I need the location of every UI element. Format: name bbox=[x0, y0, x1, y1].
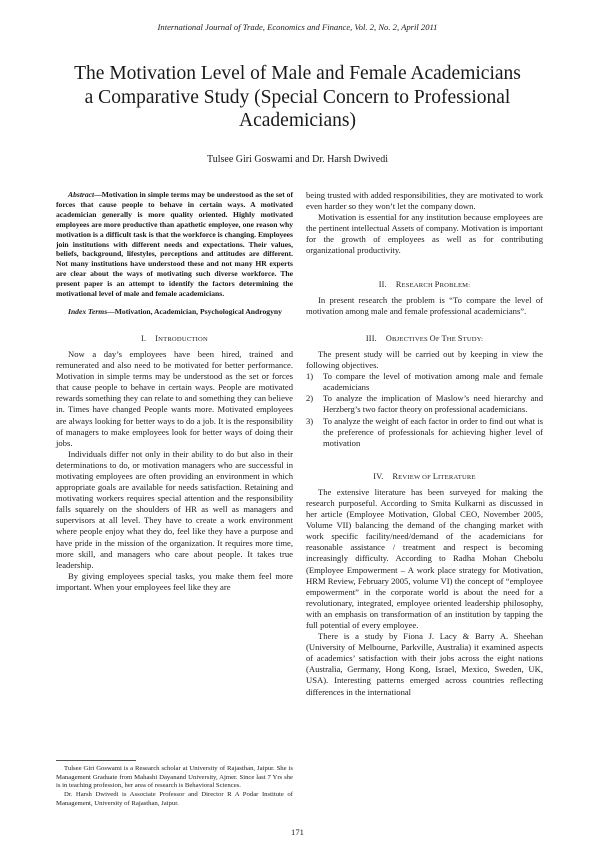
list-number: 3) bbox=[306, 415, 314, 426]
intro-continuation: being trusted with added responsibilities, they are motivated to work even harder so they won’t let the company down. bbox=[306, 190, 543, 212]
review-paragraph: There is a study by Fiona J. Lacy & Barry A. Sheehan (University of Melbourne, Parkville, Australia) it examined aspects of academics’ satisfaction with their jobs across the eight nations (Australia, Germany, Hong Kong, Israel, Mexico, Sweden, UK, USA). Interesting patterns emerged across countries reflecting differences in the international bbox=[306, 631, 543, 697]
section-heading-literature-review bbox=[306, 471, 543, 483]
list-text: To analyze the implication of Maslow’s need hierarchy and Herzberg’s two factor theory on professional academicians. bbox=[323, 393, 543, 415]
index-terms-label: Index Terms bbox=[68, 306, 108, 316]
heading-cap: O bbox=[429, 333, 436, 343]
heading-cap: S bbox=[457, 333, 463, 343]
authors: Tulsee Giri Goswami and Dr. Harsh Dwivedi bbox=[206, 154, 388, 165]
section-numeral: IV. bbox=[373, 471, 384, 481]
list-text: To compare the level of motivation among male and female academicians bbox=[323, 371, 543, 393]
left-column bbox=[56, 190, 293, 593]
objectives-intro: The present study will be carried out by keeping in view the following objectives. bbox=[306, 348, 543, 371]
paper-title bbox=[50, 62, 545, 133]
heading-rest: EVIEW OF bbox=[398, 473, 433, 481]
right-column bbox=[306, 190, 543, 698]
heading-cap: P bbox=[434, 279, 440, 289]
objectives-list bbox=[306, 371, 543, 449]
heading-rest: HE bbox=[446, 335, 458, 343]
footnote-rule bbox=[56, 760, 136, 761]
footnotes bbox=[56, 765, 293, 809]
list-number: 1) bbox=[306, 371, 314, 382]
index-terms bbox=[56, 307, 293, 317]
heading-rest: BJECTIVES bbox=[392, 335, 430, 343]
title-line: The Motivation Level of Male and Female Academicians bbox=[74, 63, 521, 84]
list-item bbox=[306, 393, 543, 415]
heading-cap: O bbox=[385, 333, 393, 343]
section-heading-introduction bbox=[56, 333, 293, 345]
heading-rest: ITERATURE bbox=[438, 473, 476, 481]
heading-cap: L bbox=[432, 471, 439, 481]
heading-rest: ESEARCH bbox=[401, 281, 435, 289]
section-heading-research-problem bbox=[306, 279, 543, 291]
heading-rest: ROBLEM: bbox=[439, 281, 471, 289]
title-line: Academicians) bbox=[239, 110, 356, 131]
intro-paragraph: Now a day’s employees have been hired, trained and remunerated and also need to be motivated for better performance. Motivation in simple terms may be understood as the set or forces that cause people to behave in certain ways. People are motivated rewards something they can relate to and something they can believe in. Times have changed People wants more. Motivated employees are always looking for better ways to do a job. It is the responsibility of managers to make employees look for better ways of doing their jobs. bbox=[56, 348, 293, 448]
problem-paragraph: In present research the problem is “To compare the level of motivation among male and female professional academicians”. bbox=[306, 294, 543, 316]
abstract-label: Abstract bbox=[68, 190, 95, 199]
heading-cap: R bbox=[392, 471, 399, 481]
running-header: International Journal of Trade, Economics and Finance, Vol. 2, No. 2, April 2011 bbox=[157, 22, 438, 32]
index-terms-text: —Motivation, Academician, Psychological Androgyny bbox=[107, 306, 282, 316]
footnote: Tulsee Giri Goswami is a Research scholar at University of Rajasthan, Jaipur. She is Management Graduate from Mahashi Dayanand University, Ajmer. Since last 7 Yrs she is in teaching profession, her area of research is Behavioral Sciences. bbox=[56, 765, 293, 790]
intro-paragraph: By giving employees special tasks, you make them feel more important. When your employees feel like they are bbox=[56, 570, 293, 592]
section-heading-objectives bbox=[306, 333, 543, 345]
section-numeral: III. bbox=[365, 333, 377, 343]
heading-cap: I bbox=[155, 333, 159, 343]
title-line: a Comparative Study (Special Concern to Professional bbox=[84, 86, 511, 108]
section-numeral: I. bbox=[141, 333, 147, 343]
intro-paragraph: Motivation is essential for any institution because employees are the pertinent intellectual Assets of company. Motivation is important for the growth of employees as well as for contributing organizational productivity. bbox=[306, 212, 543, 256]
footnote: Dr. Harsh Dwivedi is Associate Professor and Director R A Podar Institute of Management, University of Rajasthan, Jaipur. bbox=[56, 791, 293, 807]
heading-cap: R bbox=[395, 279, 402, 289]
list-item bbox=[306, 371, 543, 393]
list-text: To analyze the weight of each factor in order to find out what is the preference of professionals for achieving higher level of motivation bbox=[323, 415, 543, 448]
heading-rest: TUDY: bbox=[462, 335, 484, 343]
list-number: 2) bbox=[306, 393, 314, 404]
abstract bbox=[56, 190, 293, 299]
heading-rest: NTRODUCTION bbox=[158, 335, 208, 343]
section-numeral: II. bbox=[378, 279, 387, 289]
abstract-text: —Motivation in simple terms may be understood as the set of forces that cause people to behave in certain ways. A motivated academician generally is more quality oriented. Highly motivated employees are more productive than apathetic employee, one reason why motivation is a difficult task is that the workforce is changing. Employees join institutions with different needs and expectations. Their values, beliefs, background, lifestyles, perceptions and attitudes are different. Not many institutions have understood these and not many HR experts are clear about the ways of motivating such diverse workforce. The present paper is an attempt to identify the factors determining the motivational level of male and female academicians. bbox=[56, 190, 293, 299]
list-item bbox=[306, 416, 543, 449]
page-number: 171 bbox=[291, 827, 304, 837]
review-paragraph: The extensive literature has been surveyed for making the research purposeful. According to Smita Kulkarni as discussed in her article (Employee Motivation, Global CEO, November 2005, Volume VII) balancing the demand of the changing market with work specific facility/need/demand of the academicians for reasonable assistance / treatment and respect is becoming increasingly difficulty. According to Radha Mohan Chebolu (Employee Empowerment – A work place strategy for Motivation, HRM Review, February 2005, volume VI) the concept of “employee empowerment” in the corporate world is about the need for a revolutionary, integrated, employee oriented leadership philosophy, with an emphasis on transformation of an institution by tapping the full potential of every employee. bbox=[306, 486, 543, 630]
heading-rest: F bbox=[435, 335, 442, 343]
intro-paragraph: Individuals differ not only in their ability to do but also in their determinations to do, or motivation managers who are successful in motivating employees are often providing an environment in which appropriate goals are available for needs satisfaction. Retaining and motivating workers requires special attention and the responsibility falls squarely on the shoulders of HR as well as managers and supervisors at all level. They have to create a work environment where people enjoy what they do, feel like they have a purpose and have pride in the mission of the organization. It requires more time, more skill, and managers who care about people. It takes true leadership. bbox=[56, 448, 293, 570]
heading-cap: T bbox=[441, 333, 447, 343]
